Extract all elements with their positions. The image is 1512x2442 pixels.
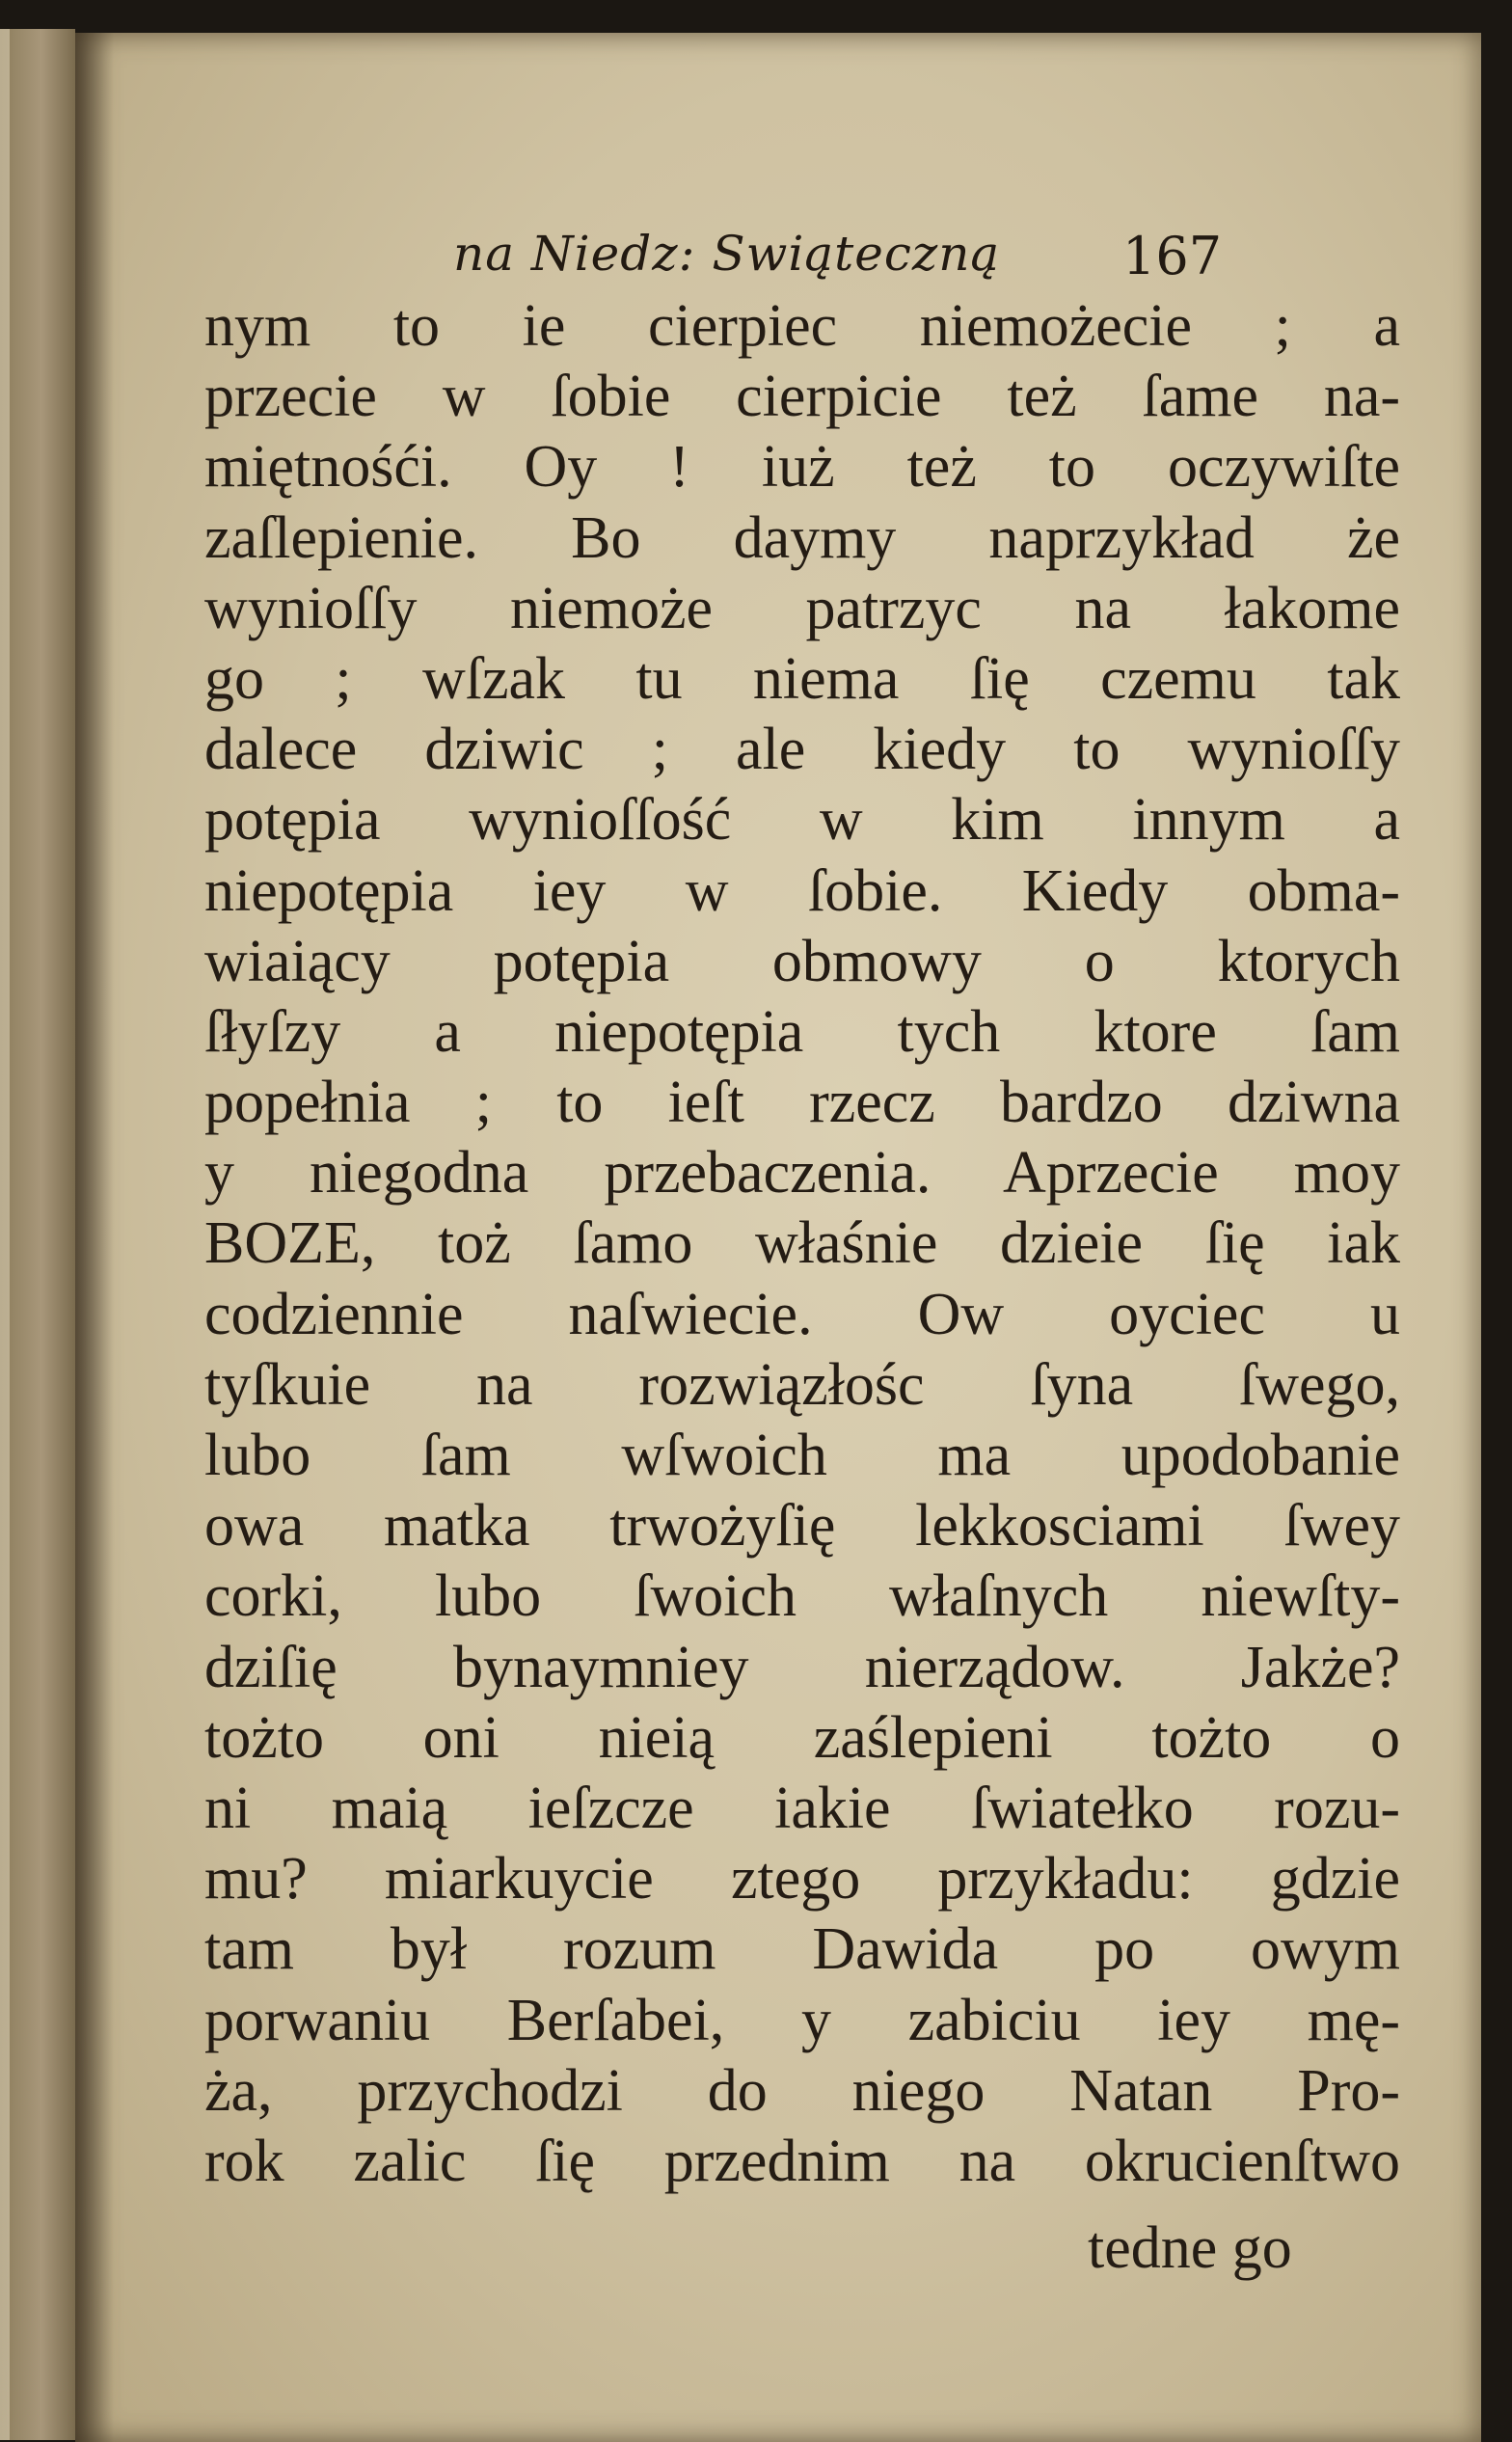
- book-page: [75, 33, 1481, 2442]
- text-line: wiaiący potępia obmowy o ktorych: [204, 928, 1400, 994]
- text-line: tam był rozum Dawida po owym: [204, 1916, 1400, 1983]
- text-line: BOZE, toż ſamo właśnie dzieie ſię iak: [204, 1210, 1400, 1277]
- text-line: zaſlepienie. Bo daymy naprzykład że: [204, 504, 1400, 571]
- text-line: przecie w ſobie cierpicie też ſame na-: [204, 364, 1400, 430]
- running-head: [75, 226, 1481, 293]
- text-line: porwaniu Berſabei, y zabiciu iey mę-: [204, 1987, 1400, 2053]
- text-line: potępia wynioſſość w kim innym a: [204, 787, 1400, 854]
- text-line: dziſię bynaymniey nierządow. Jakże?: [204, 1634, 1400, 1700]
- catchword: tedne go: [1088, 2215, 1292, 2281]
- text-line: ſłyſzy a niepotępia tych ktore ſam: [204, 998, 1400, 1065]
- previous-page-edge: [0, 29, 75, 2440]
- text-line: wynioſſy niemoże patrzyc na łakome: [204, 575, 1400, 641]
- text-line: popełnia ; to ieſt rzecz bardzo dziwna: [204, 1070, 1400, 1136]
- text-line: miętnośći. Oy ! iuż też to oczywiſte: [204, 434, 1400, 501]
- text-line: owa matka trwożyſię lekkosciami ſwey: [204, 1493, 1400, 1560]
- running-title: na Niedz: Swiąteczną: [453, 226, 1001, 282]
- text-line: y niegodna przebaczenia. Aprzecie moy: [204, 1140, 1400, 1207]
- text-line: tyſkuie na rozwiązłośc ſyna ſwego,: [204, 1351, 1400, 1418]
- body-text: [204, 291, 1400, 2197]
- page-number: 167: [1122, 226, 1223, 286]
- text-line: niepotępia iey w ſobie. Kiedy obma-: [204, 857, 1400, 924]
- text-line: nym to ie cierpiec niemożecie ; a: [204, 293, 1400, 359]
- text-line: go ; wſzak tu niema ſię czemu tak: [204, 645, 1400, 712]
- previous-page-margin: [0, 29, 10, 2440]
- gutter-shadow: [75, 33, 114, 2442]
- text-line: tożto oni nieią zaślepieni tożto o: [204, 1704, 1400, 1771]
- text-line: lubo ſam wſwoich ma upodobanie: [204, 1423, 1400, 1488]
- text-line: dalece dziwic ; ale kiedy to wynioſſy: [204, 717, 1400, 783]
- text-line: rok zalic ſię przednim na okrucienſtwo: [204, 2128, 1400, 2194]
- text-line: codziennie naſwiecie. Ow oyciec u: [204, 1281, 1400, 1347]
- text-line: ni maią ieſzcze iakie ſwiatełko rozu-: [204, 1775, 1400, 1841]
- text-line: ża, przychodzi do niego Natan Pro-: [204, 2057, 1400, 2124]
- text-line: corki, lubo ſwoich właſnych niewſty-: [204, 1563, 1400, 1630]
- text-line: mu? miarkuycie ztego przykładu: gdzie: [204, 1846, 1400, 1913]
